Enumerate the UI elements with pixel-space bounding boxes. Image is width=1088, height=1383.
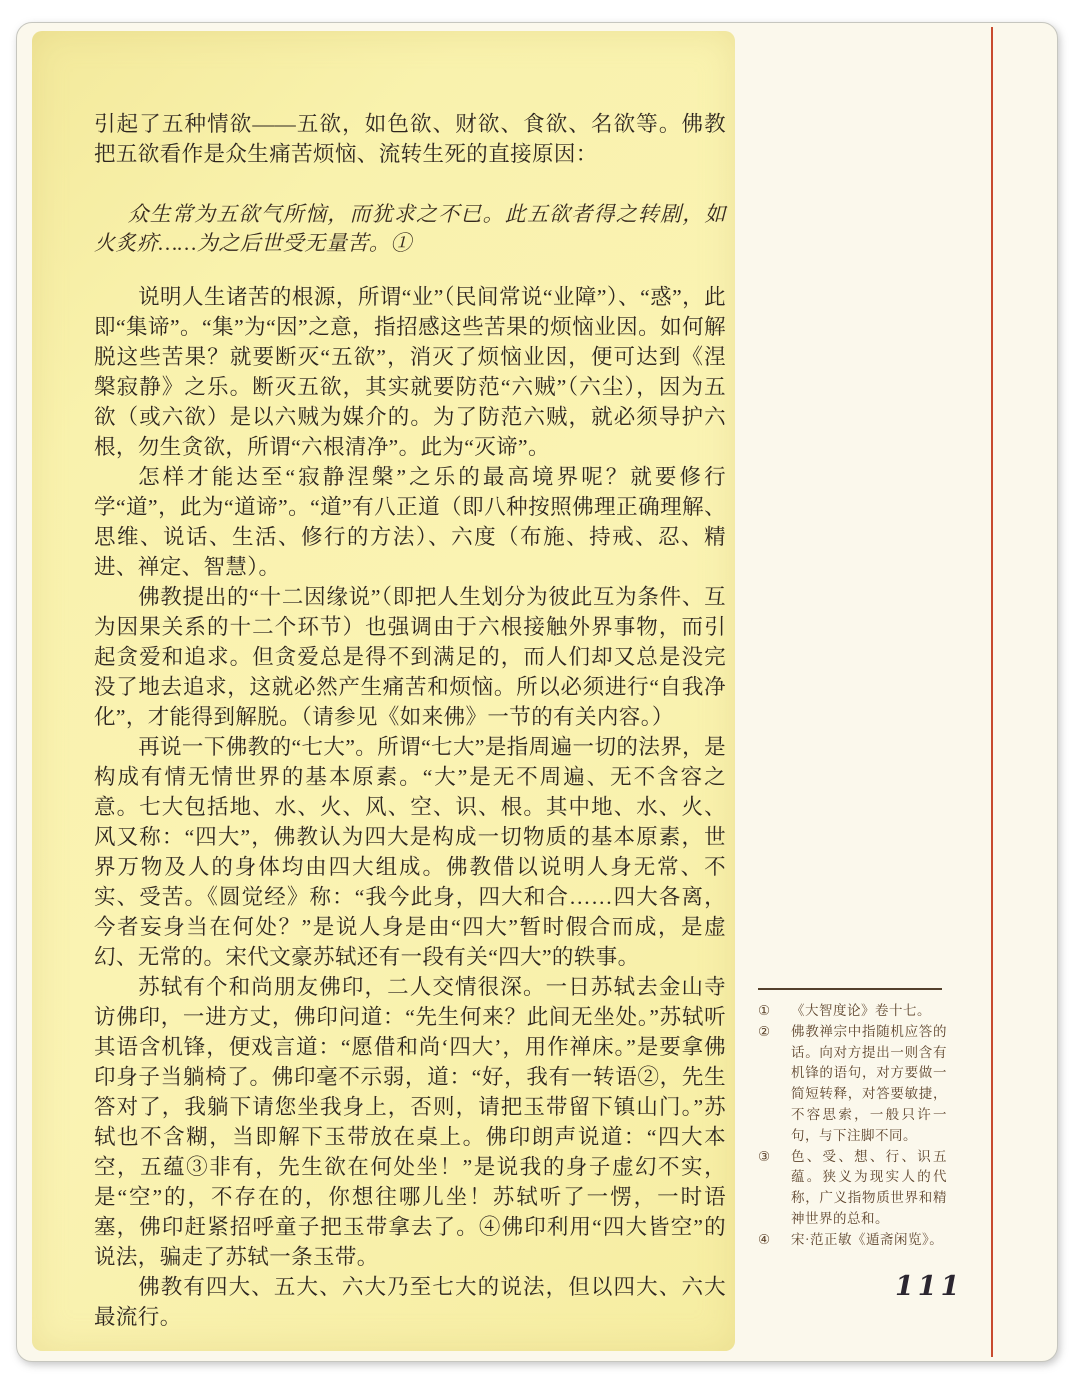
footnote-marker: ④	[758, 1231, 771, 1247]
footnote-text: 宋·范正敏《遁斋闲览》。	[791, 1231, 944, 1247]
footnote-column	[758, 988, 958, 1251]
footnote-item	[758, 1147, 958, 1230]
footnote-item	[758, 1230, 958, 1251]
page-number: 111	[895, 1271, 964, 1302]
red-margin-rule	[991, 27, 993, 1357]
footnote-item	[758, 1001, 958, 1022]
footnote-marker: ②	[758, 1023, 771, 1039]
body-paragraph: 佛教有四大、五大、六大乃至七大的说法，但以四大、六大最流行。	[94, 1275, 726, 1329]
footnote-text: 《大智度论》卷十七。	[791, 1003, 931, 1018]
footnote-text: 佛教禅宗中指随机应答的话。向对方提出一则含有机锋的语句，对方要做一简短转释，对答要敏捷，不容思索，一般只许一句，与下注脚不同。	[791, 1023, 947, 1143]
body-paragraph: 佛教提出的“十二因缘说”（即把人生划分为彼此互为条件、互为因果关系的十二个环节）也强调由于六根接触外界事物，而引起贪爱和追求。但贪爱总是得不到满足的，而人们却又总是没完没了地去追求，这就必然产生痛苦和烦恼。所以必须进行“自我净化”，才能得到解脱。（请参见《如来佛》一节的有关内容。）	[94, 585, 726, 729]
footnote-marker: ①	[758, 1003, 771, 1018]
body-paragraph: 再说一下佛教的“七大”。所谓“七大”是指周遍一切的法界，是构成有情无情世界的基本原素。“大”是无不周遍、无不含容之意。七大包括地、水、火、风、空、识、根。其中地、水、火、风又称：“四大”，佛教认为四大是构成一切物质的基本原素，世界万物及人的身体均由四大组成。佛教借以说明人身无常、不实、受苦。《圆觉经》称：“我今此身，四大和合……四大各离，今者妄身当在何处？”是说人身是由“四大”暂时假合而成，是虚幻、无常的。宋代文豪苏轼还有一段有关“四大”的轶事。	[94, 735, 726, 969]
footnote-item	[758, 1022, 958, 1147]
body-paragraph: 怎样才能达至“寂静涅槃”之乐的最高境界呢？就要修行学“道”，此为“道谛”。“道”有八正道（即八种按照佛理正确理解、思维、说话、生活、修行的方法）、六度（布施、持戒、忍、精进、禅定、智慧）。	[94, 465, 726, 579]
footnote-marker: ③	[758, 1148, 771, 1164]
quote-paragraph: 众生常为五欲气所恼，而犹求之不已。此五欲者得之转剧，如火炙疥……为之后世受无量苦。①	[94, 202, 726, 255]
footnote-divider	[758, 988, 942, 990]
body-paragraph: 说明人生诸苦的根源，所谓“业”（民间常说“业障”）、“惑”，此即“集谛”。“集”为“因”之意，指招感这些苦果的烦恼业因。如何解脱这些苦果？就要断灭“五欲”，消灭了烦恼业因，便可达到《涅槃寂静》之乐。断灭五欲，其实就要防范“六贼”（六尘），因为五欲（或六欲）是以六贼为媒介的。为了防范六贼，就必须导护六根，勿生贪欲，所谓“六根清净”。此为“灭谛”。	[94, 285, 726, 459]
body-paragraph: 苏轼有个和尚朋友佛印，二人交情很深。一日苏轼去金山寺访佛印，一进方丈，佛印问道：“先生何来？此间无坐处。”苏轼听其语含机锋，便戏言道：“愿借和尚‘四大’，用作禅床。”是要拿佛印身子当躺椅了。佛印毫不示弱，道：“好，我有一转语②，先生答对了，我躺下请您坐我身上，否则，请把玉带留下镇山门。”苏轼也不含糊，当即解下玉带放在桌上。佛印朗声说道：“四大本空，五蕴③非有，先生欲在何处坐！”是说我的身子虚幻不实，是“空”的，不存在的，你想往哪儿坐！苏轼听了一愣，一时语塞，佛印赶紧招呼童子把玉带拿去了。④佛印利用“四大皆空”的说法，骗走了苏轼一条玉带。	[94, 975, 726, 1269]
footnote-text: 色、受、想、行、识五蕴。狭义为现实人的代称，广义指物质世界和精神世界的总和。	[791, 1148, 947, 1226]
main-text-panel	[32, 31, 735, 1351]
book-page	[16, 22, 1058, 1362]
body-paragraph: 引起了五种情欲——五欲，如色欲、财欲、食欲、名欲等。佛教把五欲看作是众生痛苦烦恼、流转生死的直接原因：	[94, 112, 726, 166]
